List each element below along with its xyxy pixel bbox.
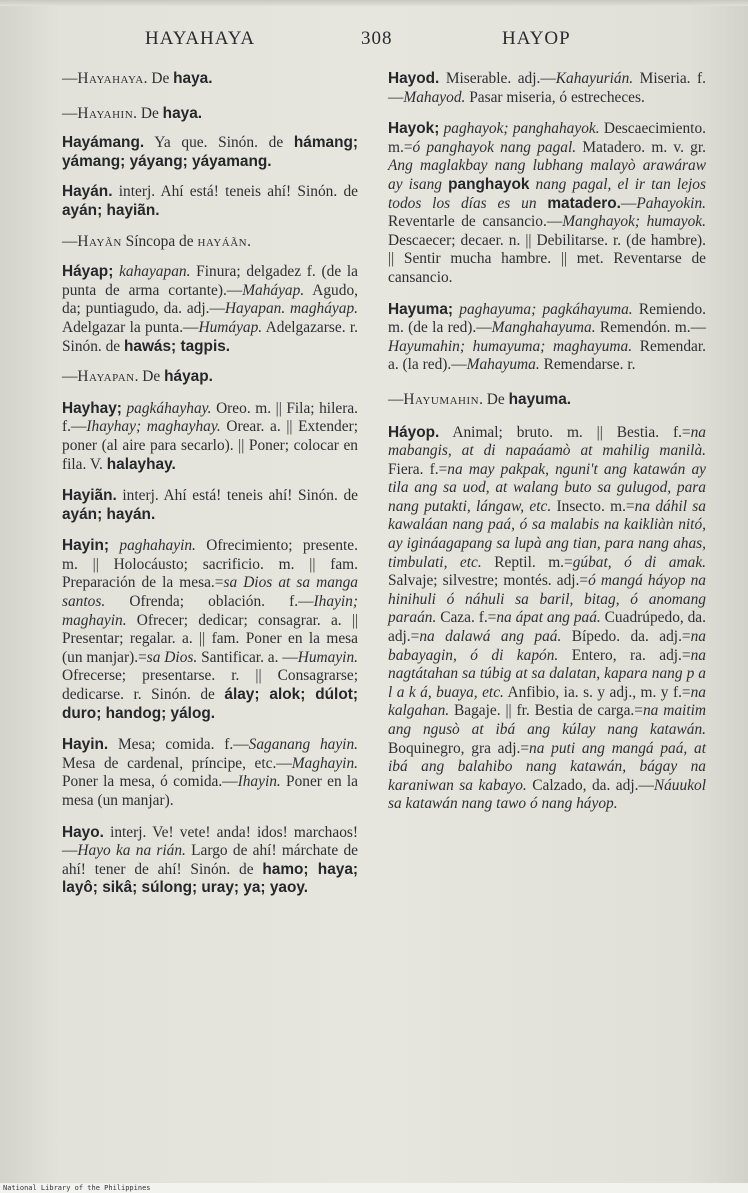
headword: ayán; hayán. [62,505,156,523]
entry-gap [62,723,358,736]
header-left-guideword: HAYAHAYA [145,28,256,49]
definition-text: Fiera. f.= [388,460,448,478]
tagalog-example: na nagtátahan sa túbig at sa dalatan, kapara nang p a l a k á, buaya, etc. [388,646,706,701]
entry-gap [62,474,358,487]
entry-hayo [62,824,358,898]
definition-text: . De [133,104,163,122]
tagalog-example: Hayapan. magháyap. [224,300,359,318]
definition-text: — [62,368,78,386]
headword: Háyap; [62,263,114,281]
definition-text: — [388,390,404,408]
page-number: 308 [361,28,393,49]
entry-hayumahin [388,391,706,410]
headword: haya. [173,70,213,87]
entry-hayamang [62,134,358,171]
cross-reference: hayáãn [197,232,248,250]
headword: Hayuma; [388,300,454,318]
definition-text: Reptil. m.= [481,553,573,571]
tagalog-example: na may pakpak, nguni't ang katawán ay tila ang sa uod, at walang buto sa gulugod, para nang putakti, lángaw, etc. [388,460,706,515]
definition-text: Descaecer; decaer. n. || Debilitarse. r. (de hambre). || Sentir mucha hambre. || met. Reventarse de cansancio. [388,231,706,286]
entry-hayahaya [62,70,358,89]
definition-text: Matadero. m. v. gr. [576,138,706,156]
tagalog-example: Hayo ka na rián. [77,842,186,860]
entry-gap [388,410,706,424]
tagalog-example: Ihayhay; maghayhay. [86,418,221,436]
entry-gap [388,107,706,120]
tagalog-example: ó mangá háyop na hinihuli ó náhuli sa baril, bitag, ó anomang paraán. [388,572,706,627]
tagalog-example: Humayin. [297,648,358,666]
headword: Hayán. [62,183,113,201]
entry-hayuma [388,301,706,375]
headword: hámang; yámang; yáyang; yáyamang. [62,134,358,170]
tagalog-example: Maghayin. [291,754,358,772]
entry-hayod [388,70,706,107]
tagalog-example: gúbat, ó di amak. [572,553,706,571]
definition-text: Boquinegro, gra adj.= [388,739,530,757]
entry-gap [388,288,706,301]
definition-text: Mesa; comida. f.— [108,736,249,754]
definition-text: . [247,232,251,250]
definition-text: . De [143,70,174,87]
tagalog-example: paghahayin. [119,537,196,555]
tagalog-example: na dalawá ang paá. [419,628,562,646]
definition-text: Orear. a. || Extender; poner (al aire para secarlo). || Poner; colocar en fila. V. [62,418,358,473]
definition-text: Pasar miseria, ó estrecheces. [465,88,645,106]
definition-text: Anfibio, ia. s. y adj., m. y f.= [503,683,691,701]
headword: hayuma. [508,390,572,408]
headword: Hayod. [388,70,440,87]
entry-hayapan [62,368,358,387]
definition-text: Ofrecer; dedicar; consagrar. a. || Presentar; regalar. a. || fam. Poner en la mesa (un manjar).= [62,611,358,666]
tagalog-example: Hayumahin; humayuma; maghayuma. [388,337,633,355]
definition-text: — [620,194,637,212]
headword: halayhay. [106,455,176,473]
definition-text: Entero, ra. adj.= [558,646,691,664]
headword: haya. [162,104,203,122]
right-column [388,70,706,814]
definition-text: Calzado, da. adj.— [526,776,654,794]
definition-text: Cuadrúpedo, da. adj.= [388,609,706,646]
cross-reference: Hayahin [77,104,134,122]
tagalog-example: nang pagal, el ir tan lejos todos los días es un [388,175,706,212]
page-edge [0,0,748,6]
tagalog-example: Ang maglakbay nang lubhang malayò arawáraw ay isang [388,157,706,193]
headword: Hayiãn. [62,487,117,505]
tagalog-example: sa Dios at sa manga santos. [62,574,358,611]
definition-text: . De [479,390,509,408]
entry-hayin1 [62,537,358,723]
tagalog-example: Mahayod. [403,88,466,106]
headword: Hayhay; [62,399,122,417]
headword: háyap. [164,368,213,386]
headword: ayán; hayiãn. [62,201,160,219]
definition-text: Ofrenda; oblación. f.— [105,593,314,611]
entry-hayhay [62,400,358,474]
tagalog-example: paghayok; panghahayok. [443,120,600,138]
entry-gap [62,524,358,537]
definition-text: Bagaje. || fr. Bestia de carga.= [449,702,643,720]
headword: hawás; tagpis. [124,337,231,355]
definition-text: Agudo, da; puntiagudo, da. adj.— [62,281,358,318]
entry-gap [62,89,358,105]
library-credit: National Library of the Philippines [3,1184,151,1192]
definition-text: Finura; delgadez f. (de la punta de arma cortante).— [62,263,358,299]
definition-text [537,195,548,212]
tagalog-example: na ápat ang paá. [496,609,601,627]
cross-reference: Hayumahin [403,390,480,408]
entry-hayan-sc [62,233,358,252]
cross-reference: Hayapan [77,368,135,386]
entry-gap [62,811,358,824]
definition-text: Ofrecerse; presentarse. r. || Consagrarse; dedicarse. r. Sinón. de [62,667,358,704]
definition-text: Descaecimiento. m.= [388,120,706,156]
tagalog-example: Manghayok; humayok. [562,213,706,231]
definition-text: Reventarle de cansancio.— [388,213,563,231]
definition-text [109,537,119,554]
tagalog-example: paghayuma; pagkáhayuma. [459,300,633,318]
tagalog-example: Manghahayuma. [491,319,596,337]
tagalog-example: Saganang hayin. [248,736,358,754]
tagalog-example: pagkáhayhay. [126,399,212,417]
tagalog-example: Pahayokin. [636,194,706,212]
definition-text: Síncopa de [121,232,198,250]
left-column [62,70,358,898]
tagalog-example: na mabangis, at di napaáamò at mahilig manilà. [388,423,706,460]
tagalog-example: Mahayuma. [466,356,540,374]
definition-text: Remendón. m.— [595,319,706,337]
definition-text: Remendar. a. (la red).— [388,337,706,374]
definition-text: interj. Ahí está! teneis ahí! Sinón. de [116,487,358,505]
definition-text: Adelgazar la punta.— [62,318,199,336]
tagalog-example: na maitim ang ngusò at ibá ang kúlay nang katawán. [388,702,706,738]
headword: Háyop. [388,423,440,441]
definition-text: Animal; bruto. m. || Bestia. f.= [439,423,691,441]
definition-text: — [62,104,78,122]
definition-text: Remendarse. r. [539,356,636,374]
tagalog-example: na puti ang mangá paá, at ibá ang balahibo nang katawán, bágay na karaniwan sa kabayo. [388,739,706,794]
definition-text: — [62,232,78,250]
headword: Hayok; [388,120,440,138]
definition-text: Miserable. adj.— [439,70,556,87]
headword: Hayámang. [62,134,145,152]
definition-text: Poner en la mesa (un manjar). [62,773,358,809]
tagalog-example: sa Dios. [146,648,198,666]
entry-hayok [388,120,706,287]
entry-gap [62,387,358,400]
headword: hamo; haya; layô; sikâ; súlong; uray; ya; yaoy. [62,860,359,897]
definition-text: Salvaje; silvestre; montés. adj.= [388,572,589,590]
running-header [0,28,748,54]
tagalog-example: Ihayin. [237,773,281,791]
entry-gap [62,171,358,183]
headword: panghayok [448,175,530,193]
entry-hayan [62,183,358,220]
definition-text: Adelgazarse. r. Sinón. de [62,318,359,355]
entry-hayian [62,487,358,524]
tagalog-example: na dáhil sa kawaláan nang paá, ó sa malabis na kaikliàn nitó, ay igináagapang sa lupà ang tian, para nang ahas, timbulati, etc. [388,497,706,571]
headword: álay; alok; dúlot; duro; handog; yálog. [62,686,358,722]
definition-text: Oreo. m. || Fila; hilera. f.— [62,399,358,436]
tagalog-example: kahayapan. [119,263,191,281]
tagalog-example: na babayagin, ó di kapón. [388,628,706,664]
entry-gap [62,221,358,233]
definition-text: Miseria. f.— [388,70,707,106]
entry-gap [388,375,706,391]
tagalog-example: ó panghayok nang pagal. [412,138,577,156]
entry-gap [62,251,358,263]
definition-text: Largo de ahí! márchate de ahí! tener de ahí! Sinón. de [62,842,358,878]
definition-text: Bípedo. da. adj.= [561,628,691,646]
definition-text: . De [134,368,165,386]
tagalog-example: na kalgahan. [388,683,706,720]
headword: Hayin; [62,537,110,555]
tagalog-example: Humáyap. [198,318,263,336]
definition-text: — [62,70,78,87]
cross-reference: Hayãn [77,232,122,250]
tagalog-example: Kahayurián. [555,70,634,87]
headword: Hayin. [62,736,109,754]
definition-text: Caza. f.= [436,609,497,627]
entry-hayin2 [62,736,358,810]
definition-text: Santificar. a. — [197,648,298,666]
entry-gap [62,356,358,368]
definition-text: Ofrecimiento; presente. m. || Holocáusto; sacrificio. m. || fam. Preparación de la mesa.= [62,537,358,592]
entry-hayahin [62,105,358,124]
headword: Hayo. [62,823,104,841]
tagalog-example: Maháyap. [242,281,305,299]
tagalog-example: Ihayin; maghayin. [62,593,358,629]
cross-reference: Hayahaya [77,70,144,87]
definition-text: Ya que. Sinón. de [144,134,294,152]
tagalog-example: Náuukol sa katawán nang tawo ó nang háyop. [388,776,706,813]
entry-gap [62,123,358,134]
definition-text: Insecto. m.= [551,497,635,515]
definition-text: Mesa de cardenal, príncipe, etc.— [62,754,292,772]
definition-text: interj. Ahí está! teneis ahí! Sinón. de [112,183,358,201]
definition-text: Remiendo. m. (de la red).— [388,300,706,337]
entry-hayop [388,424,706,814]
header-right-guideword: HAYOP [502,28,571,49]
definition-text: interj. Ve! vete! anda! idos! marchaos!— [62,823,358,860]
headword: matadero. [547,194,621,212]
definition-text: Poner la mesa, ó comida.— [62,773,238,791]
entry-hayap [62,263,358,356]
